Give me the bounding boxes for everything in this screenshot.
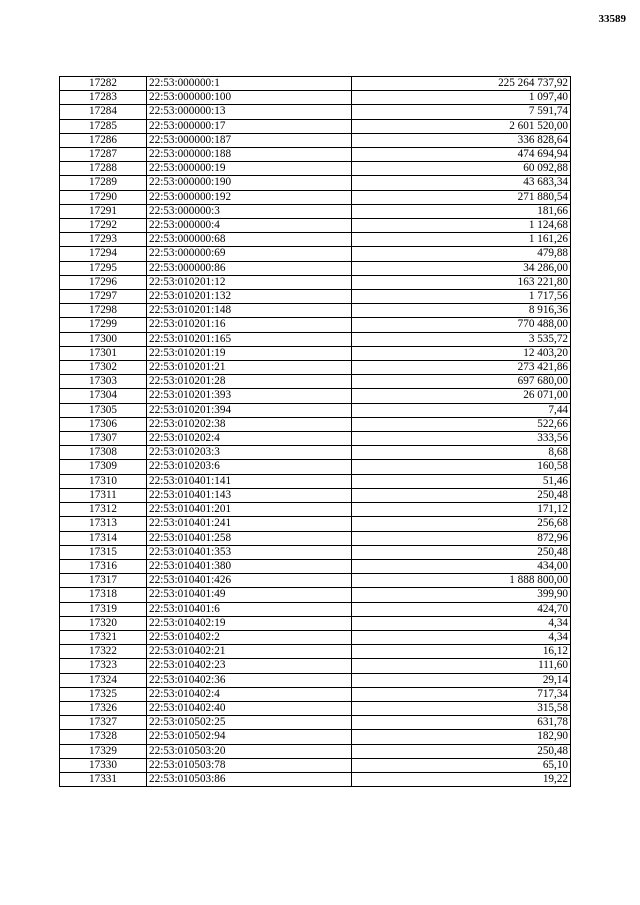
row-number-cell: 17307	[60, 432, 147, 446]
amount-cell: 26 071,00	[352, 389, 571, 403]
cadastral-number-cell: 22:53:010203:3	[147, 446, 352, 460]
amount-cell: 3 535,72	[352, 332, 571, 346]
cadastral-number-cell: 22:53:000000:3	[147, 204, 352, 218]
table-row	[60, 659, 571, 673]
row-number-cell: 17319	[60, 602, 147, 616]
row-number-cell: 17325	[60, 687, 147, 701]
row-number-cell: 17324	[60, 673, 147, 687]
cadastral-number-cell: 22:53:010401:49	[147, 588, 352, 602]
amount-cell: 872,96	[352, 531, 571, 545]
row-number-cell: 17310	[60, 474, 147, 488]
amount-cell: 181,66	[352, 204, 571, 218]
cadastral-number-cell: 22:53:010201:148	[147, 304, 352, 318]
amount-cell: 51,46	[352, 474, 571, 488]
amount-cell: 333,56	[352, 432, 571, 446]
cadastral-number-cell: 22:53:000000:188	[147, 148, 352, 162]
table-row	[60, 417, 571, 431]
row-number-cell: 17282	[60, 77, 147, 91]
amount-cell: 424,70	[352, 602, 571, 616]
amount-cell: 273 421,86	[352, 361, 571, 375]
table-row	[60, 233, 571, 247]
cadastral-number-cell: 22:53:000000:100	[147, 91, 352, 105]
cadastral-number-cell: 22:53:010401:241	[147, 517, 352, 531]
table-row	[60, 531, 571, 545]
amount-cell: 7,44	[352, 403, 571, 417]
row-number-cell: 17326	[60, 701, 147, 715]
table-row	[60, 204, 571, 218]
row-number-cell: 17311	[60, 488, 147, 502]
table-body	[60, 77, 571, 787]
cadastral-number-cell: 22:53:000000:4	[147, 219, 352, 233]
table-row	[60, 247, 571, 261]
table-row	[60, 361, 571, 375]
cadastral-number-cell: 22:53:010401:6	[147, 602, 352, 616]
amount-cell: 60 092,88	[352, 162, 571, 176]
table-row	[60, 133, 571, 147]
row-number-cell: 17300	[60, 332, 147, 346]
row-number-cell: 17293	[60, 233, 147, 247]
row-number-cell: 17316	[60, 559, 147, 573]
table-row	[60, 304, 571, 318]
row-number-cell: 17291	[60, 204, 147, 218]
cadastral-number-cell: 22:53:010402:36	[147, 673, 352, 687]
table-row	[60, 616, 571, 630]
row-number-cell: 17314	[60, 531, 147, 545]
row-number-cell: 17289	[60, 176, 147, 190]
amount-cell: 434,00	[352, 559, 571, 573]
row-number-cell: 17308	[60, 446, 147, 460]
cadastral-number-cell: 22:53:010203:6	[147, 460, 352, 474]
cadastral-number-cell: 22:53:010401:380	[147, 559, 352, 573]
amount-cell: 250,48	[352, 545, 571, 559]
cadastral-number-cell: 22:53:010502:94	[147, 730, 352, 744]
row-number-cell: 17283	[60, 91, 147, 105]
row-number-cell: 17317	[60, 574, 147, 588]
row-number-cell: 17323	[60, 659, 147, 673]
amount-cell: 1 161,26	[352, 233, 571, 247]
table-row	[60, 403, 571, 417]
cadastral-number-cell: 22:53:000000:1	[147, 77, 352, 91]
table-row	[60, 460, 571, 474]
amount-cell: 225 264 737,92	[352, 77, 571, 91]
table-row	[60, 488, 571, 502]
row-number-cell: 17292	[60, 219, 147, 233]
cadastral-number-cell: 22:53:010402:4	[147, 687, 352, 701]
cadastral-number-cell: 22:53:010401:201	[147, 503, 352, 517]
cadastral-number-cell: 22:53:010401:143	[147, 488, 352, 502]
cadastral-number-cell: 22:53:010503:20	[147, 744, 352, 758]
table-row	[60, 545, 571, 559]
cadastral-number-cell: 22:53:000000:86	[147, 261, 352, 275]
amount-cell: 160,58	[352, 460, 571, 474]
row-number-cell: 17304	[60, 389, 147, 403]
table-row	[60, 673, 571, 687]
amount-cell: 8,68	[352, 446, 571, 460]
amount-cell: 7 591,74	[352, 105, 571, 119]
table-row	[60, 758, 571, 772]
amount-cell: 315,58	[352, 701, 571, 715]
cadastral-number-cell: 22:53:010201:21	[147, 361, 352, 375]
cadastral-number-cell: 22:53:010201:394	[147, 403, 352, 417]
row-number-cell: 17313	[60, 517, 147, 531]
amount-cell: 522,66	[352, 417, 571, 431]
cadastral-number-cell: 22:53:010202:4	[147, 432, 352, 446]
cadastral-number-cell: 22:53:010401:258	[147, 531, 352, 545]
row-number-cell: 17315	[60, 545, 147, 559]
table-row	[60, 517, 571, 531]
row-number-cell: 17287	[60, 148, 147, 162]
cadastral-number-cell: 22:53:010402:40	[147, 701, 352, 715]
amount-cell: 12 403,20	[352, 346, 571, 360]
table-row	[60, 148, 571, 162]
cadastral-number-cell: 22:53:010201:12	[147, 275, 352, 289]
row-number-cell: 17288	[60, 162, 147, 176]
row-number-cell: 17321	[60, 630, 147, 644]
table-row	[60, 645, 571, 659]
amount-cell: 4,34	[352, 616, 571, 630]
row-number-cell: 17302	[60, 361, 147, 375]
table-row	[60, 744, 571, 758]
row-number-cell: 17299	[60, 318, 147, 332]
cadastral-number-cell: 22:53:010402:19	[147, 616, 352, 630]
amount-cell: 2 601 520,00	[352, 119, 571, 133]
amount-cell: 1 717,56	[352, 290, 571, 304]
amount-cell: 1 124,68	[352, 219, 571, 233]
amount-cell: 479,88	[352, 247, 571, 261]
amount-cell: 336 828,64	[352, 133, 571, 147]
amount-cell: 16,12	[352, 645, 571, 659]
row-number-cell: 17320	[60, 616, 147, 630]
row-number-cell: 17284	[60, 105, 147, 119]
row-number-cell: 17297	[60, 290, 147, 304]
table-row	[60, 432, 571, 446]
amount-cell: 111,60	[352, 659, 571, 673]
amount-cell: 4,34	[352, 630, 571, 644]
amount-cell: 19,22	[352, 772, 571, 786]
amount-cell: 65,10	[352, 758, 571, 772]
row-number-cell: 17296	[60, 275, 147, 289]
amount-cell: 474 694,94	[352, 148, 571, 162]
amount-cell: 250,48	[352, 744, 571, 758]
cadastral-number-cell: 22:53:010201:16	[147, 318, 352, 332]
amount-cell: 34 286,00	[352, 261, 571, 275]
row-number-cell: 17295	[60, 261, 147, 275]
table-row	[60, 346, 571, 360]
table-row	[60, 91, 571, 105]
cadastral-number-cell: 22:53:010401:426	[147, 574, 352, 588]
amount-cell: 163 221,80	[352, 275, 571, 289]
table-row	[60, 219, 571, 233]
table-row	[60, 588, 571, 602]
amount-cell: 1 097,40	[352, 91, 571, 105]
cadastral-number-cell: 22:53:010503:86	[147, 772, 352, 786]
cadastral-number-cell: 22:53:010201:393	[147, 389, 352, 403]
data-table	[59, 76, 571, 787]
cadastral-number-cell: 22:53:010502:25	[147, 716, 352, 730]
table-row	[60, 119, 571, 133]
cadastral-number-cell: 22:53:010201:165	[147, 332, 352, 346]
amount-cell: 271 880,54	[352, 190, 571, 204]
table-row	[60, 190, 571, 204]
amount-cell: 250,48	[352, 488, 571, 502]
table-row	[60, 176, 571, 190]
table-row	[60, 77, 571, 91]
amount-cell: 697 680,00	[352, 375, 571, 389]
amount-cell: 43 683,34	[352, 176, 571, 190]
amount-cell: 717,34	[352, 687, 571, 701]
cadastral-number-cell: 22:53:010202:38	[147, 417, 352, 431]
cadastral-number-cell: 22:53:010402:23	[147, 659, 352, 673]
cadastral-number-cell: 22:53:000000:190	[147, 176, 352, 190]
table-row	[60, 318, 571, 332]
table-row	[60, 375, 571, 389]
cadastral-number-cell: 22:53:010401:141	[147, 474, 352, 488]
amount-cell: 399,90	[352, 588, 571, 602]
table-row	[60, 332, 571, 346]
table-row	[60, 574, 571, 588]
row-number-cell: 17328	[60, 730, 147, 744]
table-row	[60, 602, 571, 616]
cadastral-number-cell: 22:53:000000:13	[147, 105, 352, 119]
cadastral-number-cell: 22:53:010402:21	[147, 645, 352, 659]
row-number-cell: 17286	[60, 133, 147, 147]
cadastral-number-cell: 22:53:000000:68	[147, 233, 352, 247]
amount-cell: 171,12	[352, 503, 571, 517]
amount-cell: 1 888 800,00	[352, 574, 571, 588]
row-number-cell: 17305	[60, 403, 147, 417]
table-row	[60, 446, 571, 460]
row-number-cell: 17312	[60, 503, 147, 517]
row-number-cell: 17318	[60, 588, 147, 602]
cadastral-number-cell: 22:53:010201:28	[147, 375, 352, 389]
row-number-cell: 17330	[60, 758, 147, 772]
row-number-cell: 17322	[60, 645, 147, 659]
row-number-cell: 17306	[60, 417, 147, 431]
table-row	[60, 162, 571, 176]
amount-cell: 770 488,00	[352, 318, 571, 332]
table-row	[60, 275, 571, 289]
table-row	[60, 687, 571, 701]
amount-cell: 8 916,36	[352, 304, 571, 318]
row-number-cell: 17327	[60, 716, 147, 730]
row-number-cell: 17290	[60, 190, 147, 204]
row-number-cell: 17329	[60, 744, 147, 758]
cadastral-number-cell: 22:53:010401:353	[147, 545, 352, 559]
cadastral-number-cell: 22:53:010201:132	[147, 290, 352, 304]
row-number-cell: 17309	[60, 460, 147, 474]
table-row	[60, 290, 571, 304]
table-row	[60, 261, 571, 275]
cadastral-number-cell: 22:53:000000:192	[147, 190, 352, 204]
table-row	[60, 772, 571, 786]
row-number-cell: 17298	[60, 304, 147, 318]
amount-cell: 182,90	[352, 730, 571, 744]
cadastral-number-cell: 22:53:000000:69	[147, 247, 352, 261]
amount-cell: 256,68	[352, 517, 571, 531]
table-row	[60, 630, 571, 644]
row-number-cell: 17331	[60, 772, 147, 786]
amount-cell: 631,78	[352, 716, 571, 730]
cadastral-number-cell: 22:53:000000:19	[147, 162, 352, 176]
row-number-cell: 17301	[60, 346, 147, 360]
table-row	[60, 503, 571, 517]
table-row	[60, 389, 571, 403]
amount-cell: 29,14	[352, 673, 571, 687]
cadastral-number-cell: 22:53:010402:2	[147, 630, 352, 644]
cadastral-number-cell: 22:53:010503:78	[147, 758, 352, 772]
table-row	[60, 701, 571, 715]
table-row	[60, 559, 571, 573]
cadastral-number-cell: 22:53:010201:19	[147, 346, 352, 360]
row-number-cell: 17294	[60, 247, 147, 261]
table-row	[60, 474, 571, 488]
page-number: 33589	[598, 13, 626, 25]
cadastral-number-cell: 22:53:000000:17	[147, 119, 352, 133]
row-number-cell: 17303	[60, 375, 147, 389]
row-number-cell: 17285	[60, 119, 147, 133]
table-row	[60, 105, 571, 119]
table-row	[60, 730, 571, 744]
table-row	[60, 716, 571, 730]
cadastral-number-cell: 22:53:000000:187	[147, 133, 352, 147]
